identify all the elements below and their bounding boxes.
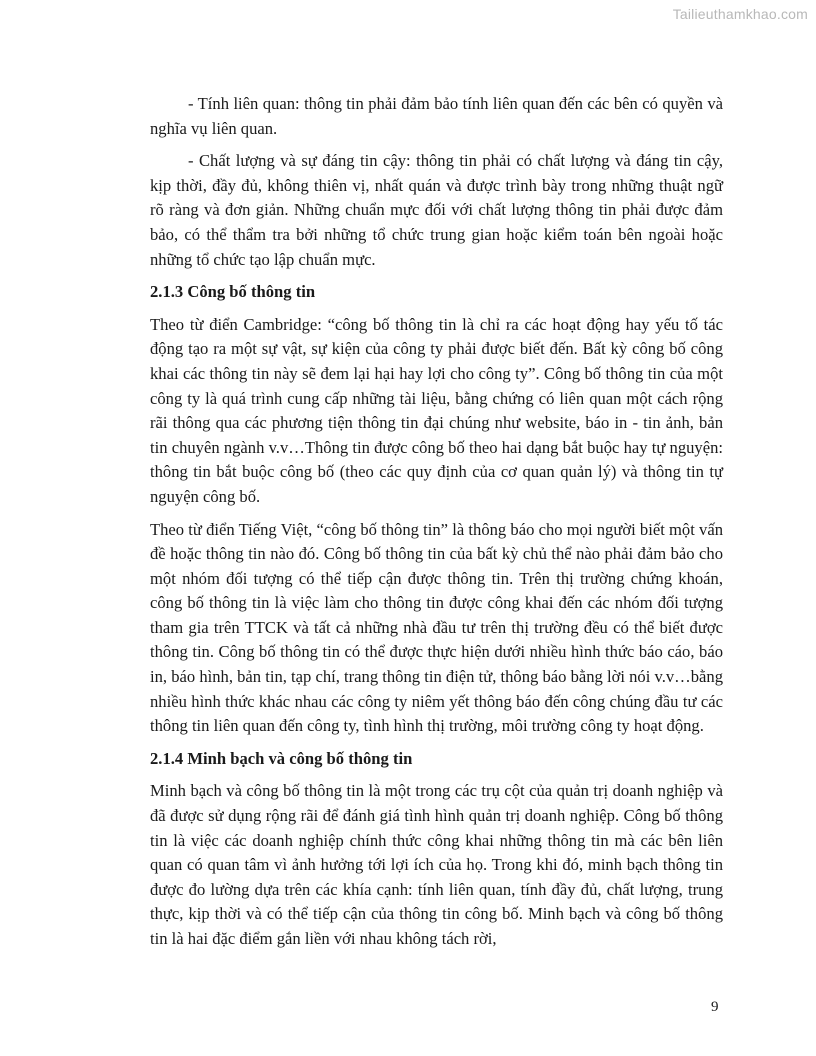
paragraph-vietnamese-definition: Theo từ điển Tiếng Việt, “công bố thông tin” là thông báo cho mọi người biết một vấn đề hoặc thông tin nào đó. Công bố thông tin của bất kỳ chủ thể nào phải đảm bảo cho một nhóm đối tượng có thể tiếp cận được thông tin. Trên thị trường chứng khoán, công bố thông tin là việc làm cho thông tin được công khai đến các nhóm đối tượng tham gia trên TTCK và tất cả những nhà đầu tư trên thị trường đều có thể biết được thông tin. Công bố thông tin có thể được thực hiện dưới nhiều hình thức báo cáo, báo in, báo hình, bản tin, tạp chí, trang thông tin điện tử, thông báo bằng lời nói v.v…bằng nhiều hình thức khác nhau các công ty niêm yết thông báo đến công chúng đầu tư các thông tin liên quan đến công ty, tình hình thị trường, môi trường công ty hoạt động.: [150, 519, 723, 736]
section-heading-2-1-3: 2.1.3 Công bố thông tin: [150, 282, 316, 302]
paragraph-transparency: Minh bạch và công bố thông tin là một trong các trụ cột của quản trị doanh nghiệp và đã được sử dụng rộng rãi để đánh giá tình hình quản trị doanh nghiệp. Công bố thông tin là việc các doanh nghiệp chính thức công khai những thông tin mà các bên liên quan có quan tâm vì ảnh hưởng tới lợi ích của họ. Trong khi đó, minh bạch thông tin được đo lường dựa trên các khía cạnh: tính liên quan, tính đầy đủ, chất lượng, trung thực, kịp thời và có thể tiếp cận của thông tin công bố. Minh bạch và công bố thông tin là hai đặc điểm gắn liền với nhau không tách rời,: [150, 781, 723, 948]
document-body: [150, 92, 723, 960]
paragraph-relevance: - Tính liên quan: thông tin phải đảm bảo tính liên quan đến các bên có quyền và nghĩa vụ liên quan.: [150, 94, 723, 138]
paragraph-quality: - Chất lượng và sự đáng tin cậy: thông tin phải có chất lượng và đáng tin cậy, kịp thời, đầy đủ, không thiên vị, nhất quán và được trình bày trong những thuật ngữ rõ ràng và đơn giản. Những chuẩn mực đối với chất lượng thông tin phải được đảm bảo, có thể thẩm tra bởi những tổ chức trung gian hoặc kiểm toán bên ngoài hoặc những tổ chức tạo lập chuẩn mực.: [150, 151, 723, 269]
watermark: Tailieuthamkhao.com: [672, 6, 808, 22]
page-number: 9: [711, 999, 719, 1015]
paragraph-cambridge-definition: Theo từ điển Cambridge: “công bố thông tin là chỉ ra các hoạt động hay yếu tố tác động tạo ra một sự vật, sự kiện của công ty phải được biết đến. Bất kỳ công bố công khai các thông tin này sẽ đem lại hại hay lợi cho công ty”. Công bố thông tin của một công ty là quá trình cung cấp những tài liệu, bằng chứng có liên quan một cách rộng rãi thông qua các phương tiện thông tin đại chúng như website, báo in - tin ảnh, bản tin chuyên ngành v.v…Thông tin được công bố theo hai dạng bắt buộc hay tự nguyện: thông tin bắt buộc công bố (theo các quy định của cơ quan quản lý) và thông tin tự nguyện công bố.: [150, 314, 723, 506]
section-heading-2-1-4: 2.1.4 Minh bạch và công bố thông tin: [150, 748, 413, 768]
